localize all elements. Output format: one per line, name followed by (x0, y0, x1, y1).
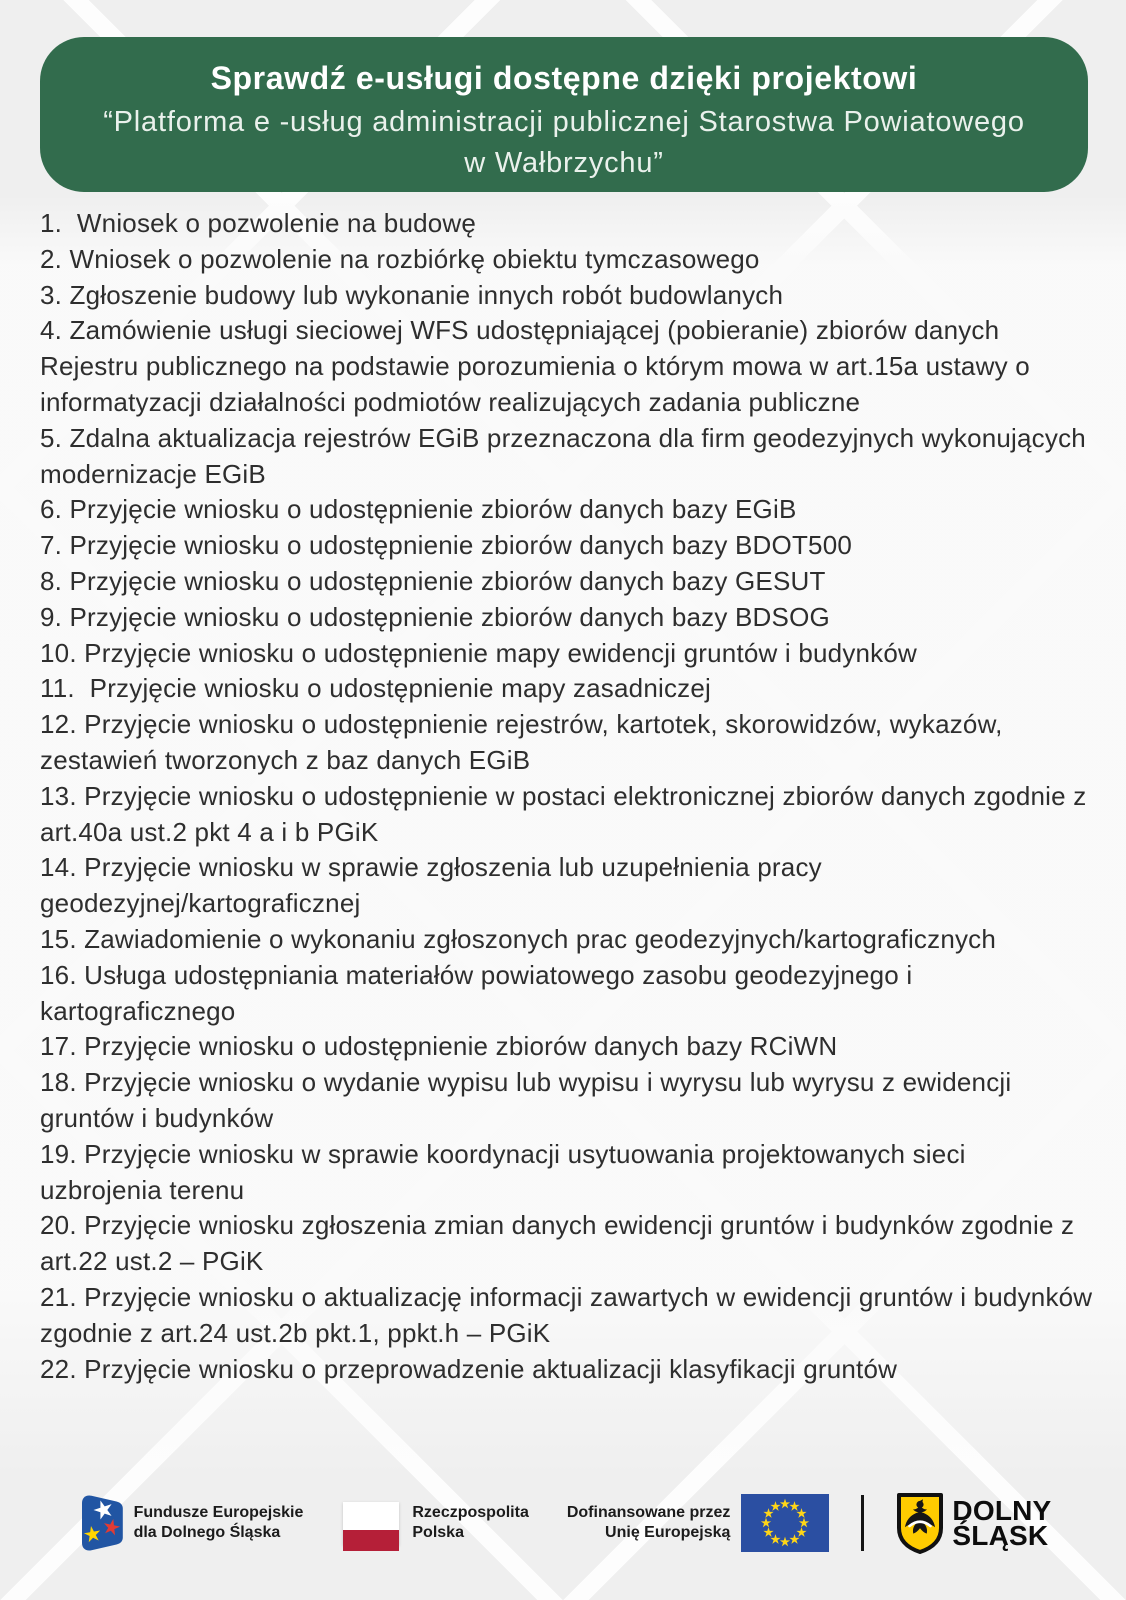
eu-funds-label-line1: Fundusze Europejskie (133, 1504, 304, 1521)
footer-divider (861, 1495, 864, 1551)
service-item: 11. Przyjęcie wniosku o udostępnienie mapy zasadniczej (40, 673, 711, 704)
eu-cofunding-label-line2: Unię Europejską (605, 1524, 731, 1541)
service-item: 6. Przyjęcie wniosku o udostępnienie zbiorów danych bazy EGiB (40, 494, 797, 525)
poland-logo (343, 1502, 528, 1545)
header-banner (40, 37, 1088, 192)
poland-label-line2: Polska (412, 1524, 464, 1541)
service-item: 16. Usługa udostępniania materiałów powiatowego zasobu geodezyjnego i kartograficznego (40, 959, 920, 1026)
service-item: 18. Przyjęcie wniosku o wydanie wypisu lub wypisu i wyrysu lub wyrysu z ewidencji gruntów i budynków (40, 1067, 1019, 1133)
service-item: 12. Przyjęcie wniosku o udostępnienie rejestrów, kartotek, skorowidzów, wykazów, zestawień tworzonych z baz danych EGiB (40, 709, 1010, 775)
eu-funds-label-line2: dla Dolnego Śląska (133, 1524, 281, 1541)
poland-label-line1: Rzeczpospolita (412, 1504, 529, 1521)
footer-logos (0, 1486, 1126, 1560)
eu-cofunding-logo (567, 1494, 830, 1552)
service-item: 22. Przyjęcie wniosku o przeprowadzenie aktualizacji klasyfikacji gruntów (40, 1353, 898, 1384)
eu-cofunding-label-line1: Dofinansowane przez (566, 1504, 731, 1521)
service-item: 15. Zawiadomienie o wykonaniu zgłoszonych prac geodezyjnych/kartograficznych (40, 923, 997, 954)
region-label-line1: DOLNY (952, 1495, 1052, 1526)
service-item: 10. Przyjęcie wniosku o udostępnienie mapy ewidencji gruntów i budynków (40, 637, 918, 668)
service-item: 9. Przyjęcie wniosku o udostępnienie zbiorów danych bazy BDSOG (40, 601, 830, 632)
service-item: 20. Przyjęcie wniosku zgłoszenia zmian danych ewidencji gruntów i budynków zgodnie z art.22 ust.2 – PGiK (40, 1210, 1082, 1277)
service-item: 8. Przyjęcie wniosku o udostępnienie zbiorów danych bazy GESUT (40, 565, 826, 596)
service-item: 7. Przyjęcie wniosku o udostępnienie zbiorów danych bazy BDOT500 (40, 530, 853, 561)
eu-funds-flag-icon (75, 1491, 125, 1555)
dolny-slask-crest-icon (896, 1492, 944, 1555)
service-item: 4. Zamówienie usługi sieciowej WFS udostępniającej (pobieranie) zbiorów danych Rejestru publicznego na podstawie porozumienia o którym mowa w art.15a ustawy o informatyzacji działalności podmiotów realizujących zadania publiczne (40, 315, 1038, 417)
eu-flag-icon (741, 1494, 829, 1552)
service-item: 21. Przyjęcie wniosku o aktualizację informacji zawartych w ewidencji gruntów i budynków zgodnie z art.24 ust.2b pkt.1, ppkt.h – PGiK (40, 1281, 1100, 1348)
service-item: 13. Przyjęcie wniosku o udostępnienie w postaci elektronicznej zbiorów danych zgodnie z art.40a ust.2 pkt 4 a i b PGiK (40, 780, 1094, 847)
service-item: 19. Przyjęcie wniosku w sprawie koordynacji usytuowania projektowanych sieci uzbrojenia terenu (40, 1138, 974, 1205)
services-list (40, 206, 1100, 1387)
poland-flag-icon (343, 1502, 399, 1545)
service-item: 17. Przyjęcie wniosku o udostępnienie zbiorów danych bazy RCiWN (40, 1031, 838, 1062)
service-item: 14. Przyjęcie wniosku w sprawie zgłoszenia lub uzupełnienia pracy geodezyjnej/kartograficznej (40, 852, 830, 919)
service-item: 1. Wniosek o pozwolenie na budowę (40, 208, 477, 238)
poster-title: Sprawdź e-usługi dostępne dzięki projektowi (210, 60, 918, 96)
service-item: 5. Zdalna aktualizacja rejestrów EGiB przeznaczona dla firm geodezyjnych wykonujących modernizacje EGiB (40, 422, 1094, 489)
region-label-line2: ŚLĄSK (952, 1520, 1049, 1551)
project-name: “Platforma e -usług administracji publicznej Starostwa Powiatowego w Wałbrzychu” (103, 106, 1025, 179)
service-item: 2. Wniosek o pozwolenie na rozbiórkę obiektu tymczasowego (40, 243, 760, 274)
dolny-slask-logo (896, 1492, 1051, 1555)
eu-funds-logo (75, 1491, 304, 1555)
service-item: 3. Zgłoszenie budowy lub wykonanie innych robót budowlanych (40, 279, 784, 310)
